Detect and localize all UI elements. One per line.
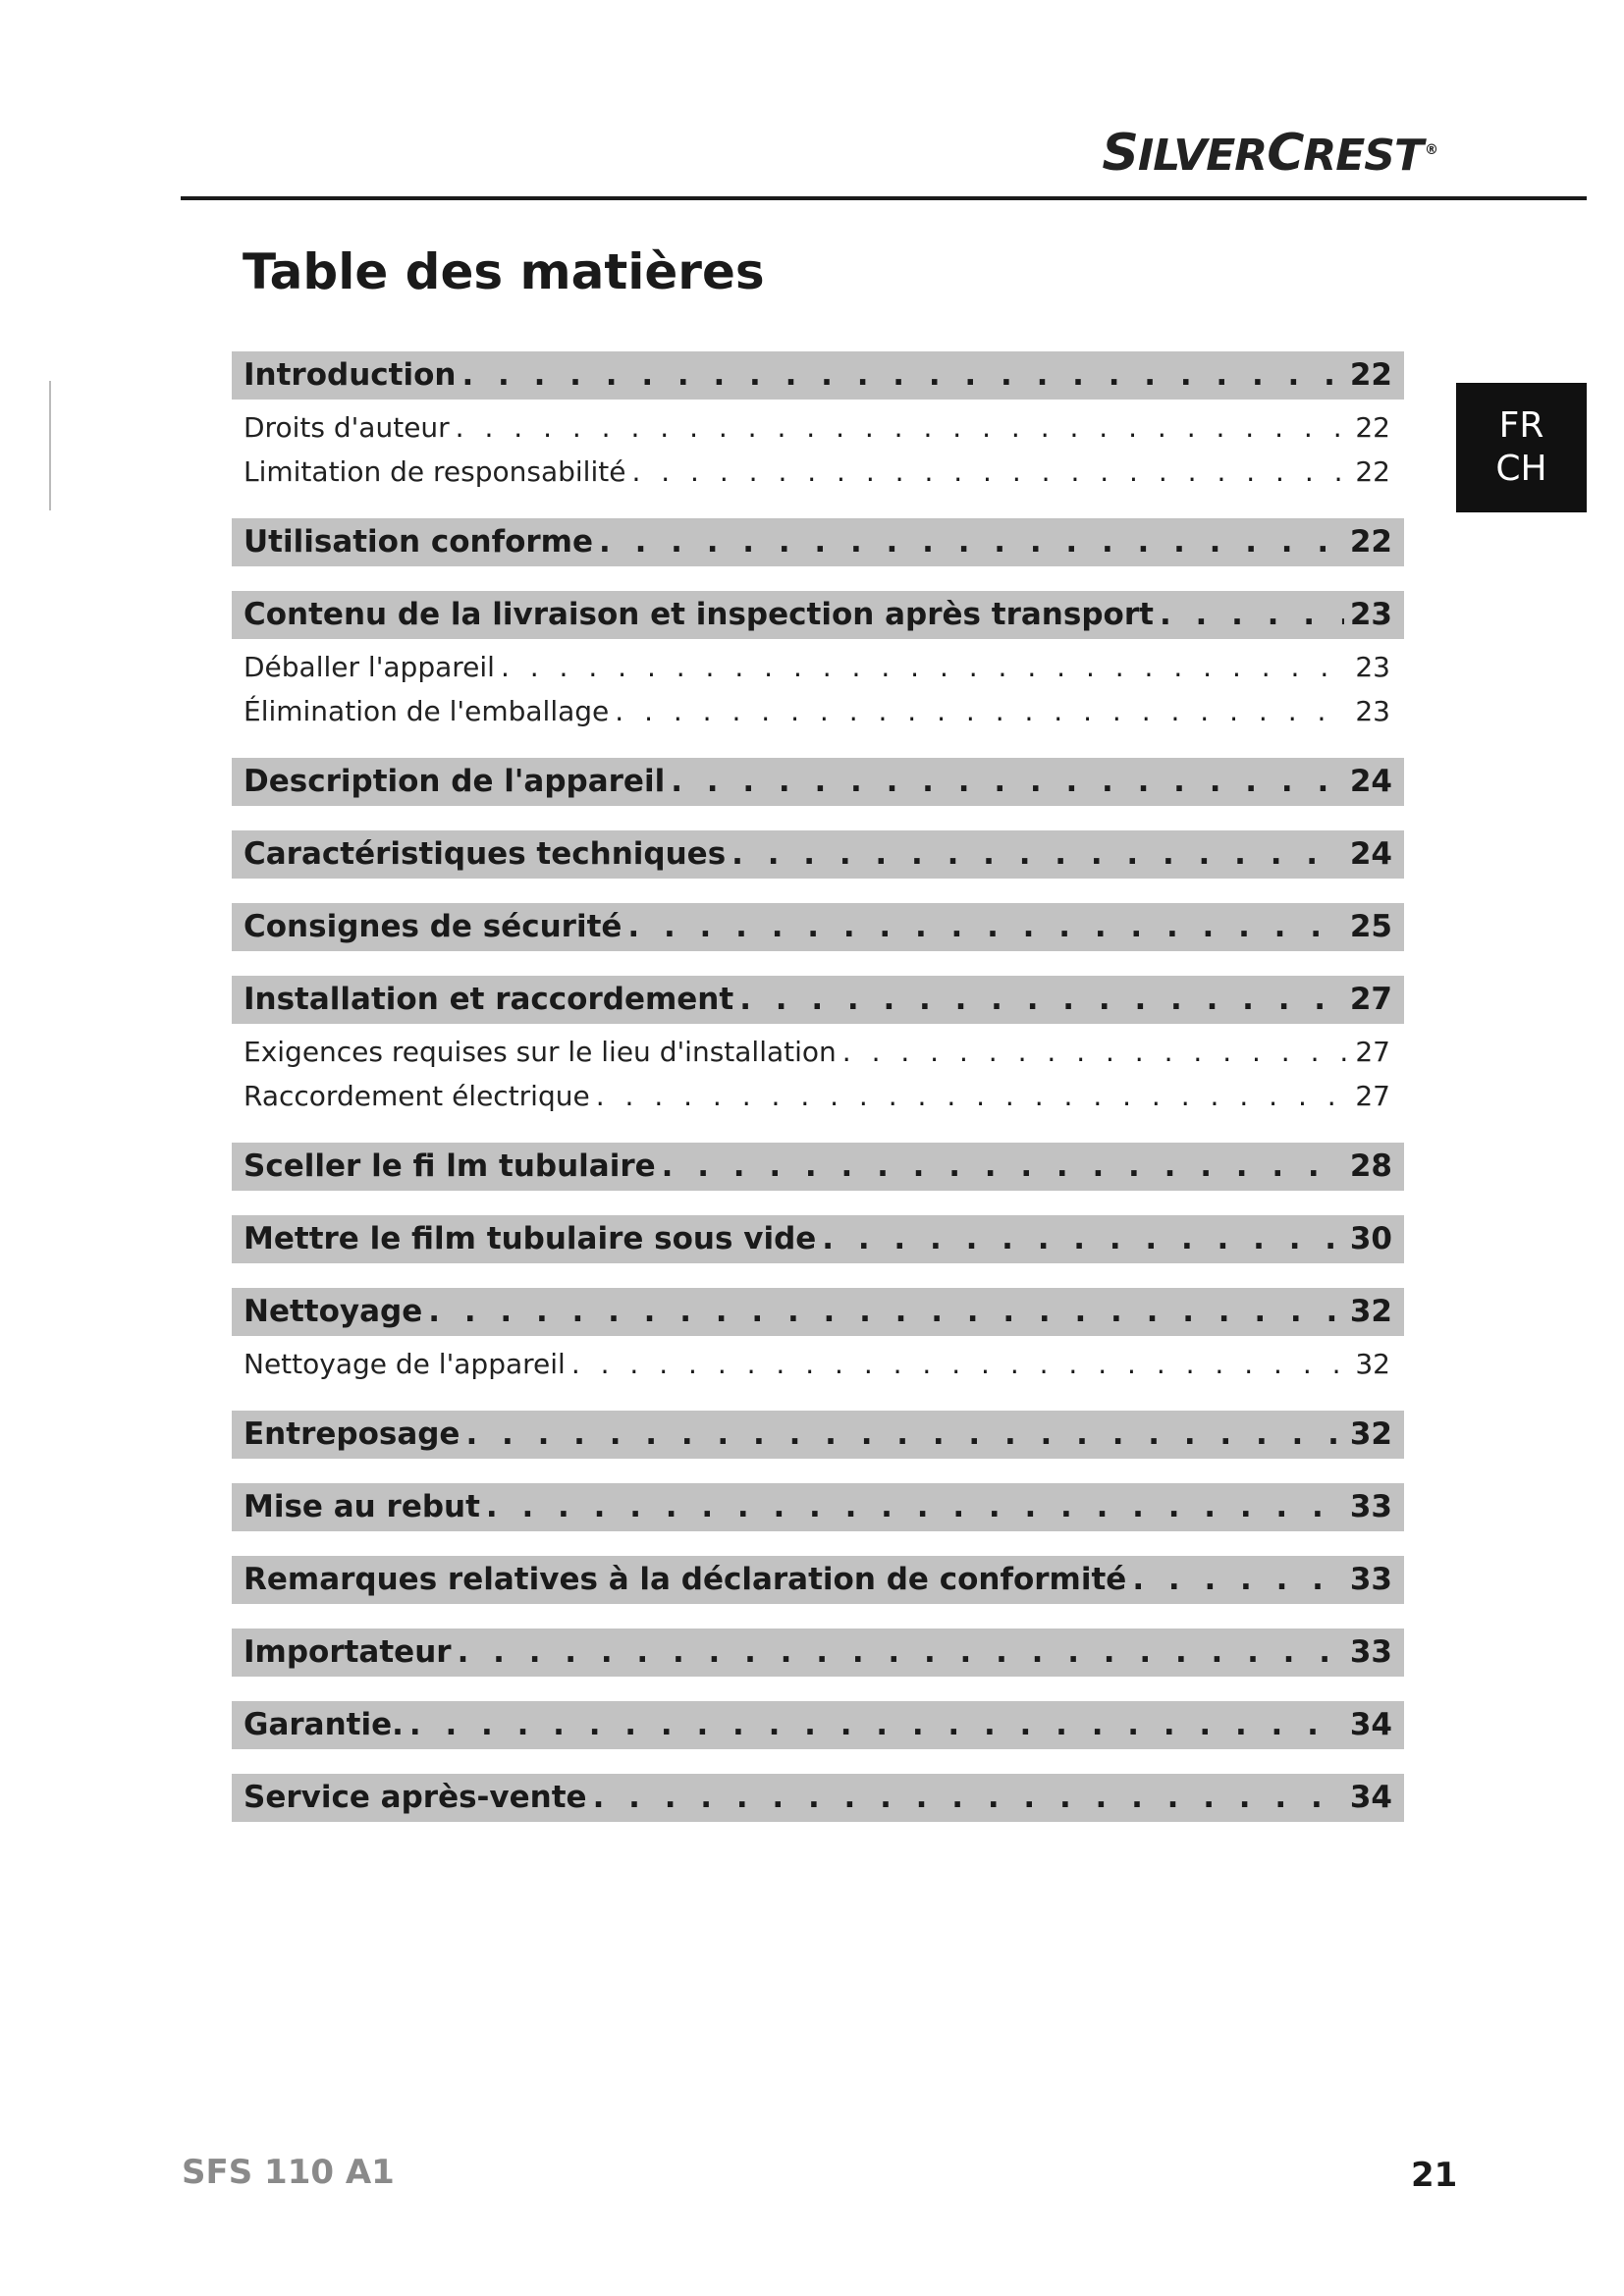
toc-section-page: 30 <box>1349 1221 1392 1256</box>
toc-leader-dots <box>571 1342 1350 1386</box>
toc-section-entry[interactable] <box>232 1483 1404 1531</box>
toc-section-page: 32 <box>1349 1294 1392 1329</box>
toc-section-entry[interactable] <box>232 903 1404 951</box>
toc-subsection-entry[interactable] <box>232 1074 1404 1118</box>
toc-section-entry[interactable] <box>232 1143 1404 1191</box>
toc-subsection-entry[interactable] <box>232 645 1404 689</box>
page-title: Table des matières <box>243 243 765 300</box>
toc-leader-dots <box>596 1074 1350 1118</box>
toc-section-entry[interactable] <box>232 1215 1404 1263</box>
toc-subsection-page: 22 <box>1355 455 1390 488</box>
toc-leader-dots <box>458 1629 1344 1677</box>
toc-leader-dots <box>501 645 1349 689</box>
toc-section-page: 23 <box>1349 597 1392 632</box>
brand-logo-c: C <box>1267 124 1304 183</box>
toc-section-page: 25 <box>1349 909 1392 944</box>
toc-section-page: 33 <box>1349 1634 1392 1670</box>
toc-leader-dots <box>428 1288 1344 1336</box>
toc-subsection-title: Nettoyage de l'appareil <box>244 1348 566 1380</box>
toc-subsection-page: 23 <box>1355 695 1390 727</box>
registered-mark: ® <box>1425 142 1437 159</box>
toc-section-entry[interactable] <box>232 976 1404 1024</box>
toc-section-title: Sceller le fi lm tubulaire <box>244 1148 656 1184</box>
toc-section-page: 27 <box>1349 982 1392 1017</box>
toc-leader-dots <box>456 405 1350 450</box>
toc-section-entry[interactable] <box>232 830 1404 879</box>
toc-leader-dots <box>731 830 1344 879</box>
toc-section-title: Introduction <box>244 357 457 393</box>
toc-leader-dots <box>409 1701 1344 1749</box>
toc-section-title: Caractéristiques techniques <box>244 836 727 872</box>
toc-subsection-title: Droits d'auteur <box>244 411 450 444</box>
toc-subsection-title: Élimination de l'emballage <box>244 695 610 727</box>
toc-section-page: 24 <box>1349 764 1392 799</box>
toc-section-title: Nettoyage <box>244 1294 423 1329</box>
toc-section-page: 24 <box>1349 836 1392 872</box>
toc-subsection-page: 22 <box>1355 411 1390 444</box>
footer-page-number: 21 <box>1411 2156 1458 2195</box>
toc-leader-dots <box>631 450 1349 494</box>
language-tab-ch: CH <box>1495 449 1547 489</box>
toc-leader-dots <box>593 1774 1344 1822</box>
toc-section-title: Importateur <box>244 1634 452 1670</box>
toc-subsection-entry[interactable] <box>232 450 1404 494</box>
toc-leader-dots <box>1160 591 1344 639</box>
toc-section-entry[interactable] <box>232 1556 1404 1604</box>
toc-leader-dots <box>842 1030 1350 1074</box>
toc-section-title: Mise au rebut <box>244 1489 480 1524</box>
toc-subsection-entry[interactable] <box>232 689 1404 733</box>
toc-section-entry[interactable] <box>232 591 1404 639</box>
toc-section-page: 33 <box>1349 1562 1392 1597</box>
toc-subsection-title: Limitation de responsabilité <box>244 455 626 488</box>
toc-leader-dots <box>486 1483 1344 1531</box>
margin-mark <box>49 381 51 510</box>
toc-section-page: 32 <box>1349 1416 1392 1452</box>
toc-subsection-title: Déballer l'appareil <box>244 651 495 683</box>
brand-logo-rest: REST <box>1303 131 1423 181</box>
toc-section-page: 22 <box>1349 524 1392 560</box>
toc-section-title: Contenu de la livraison et inspection après transport <box>244 597 1154 632</box>
toc-section-entry[interactable] <box>232 351 1404 400</box>
toc-section-title: Service après-vente <box>244 1780 587 1815</box>
toc-section-title: Installation et raccordement <box>244 982 734 1017</box>
toc-leader-dots <box>822 1215 1344 1263</box>
toc-section-title: Utilisation conforme <box>244 524 593 560</box>
table-of-contents <box>232 351 1404 1822</box>
footer-model-number: SFS 110 A1 <box>182 2153 395 2192</box>
toc-leader-dots <box>627 903 1343 951</box>
toc-section-entry[interactable] <box>232 518 1404 566</box>
toc-section-page: 22 <box>1349 357 1392 393</box>
toc-leader-dots <box>465 1411 1343 1459</box>
toc-subsection-entry[interactable] <box>232 1342 1404 1386</box>
toc-section-entry[interactable] <box>232 1701 1404 1749</box>
toc-subsection-page: 23 <box>1355 651 1390 683</box>
toc-section-title: Consignes de sécurité <box>244 909 623 944</box>
toc-section-page: 34 <box>1349 1780 1392 1815</box>
brand-logo-s: S <box>1102 124 1138 183</box>
toc-subsection-title: Raccordement électrique <box>244 1080 590 1112</box>
toc-section-page: 34 <box>1349 1707 1392 1742</box>
toc-section-entry[interactable] <box>232 758 1404 806</box>
toc-subsection-page: 32 <box>1355 1348 1390 1380</box>
toc-section-title: Entreposage <box>244 1416 460 1452</box>
toc-section-title: Mettre le film tubulaire sous vide <box>244 1221 817 1256</box>
toc-leader-dots <box>461 351 1343 400</box>
language-tab-fr: FR <box>1498 405 1544 446</box>
brand-logo <box>1102 124 1437 183</box>
toc-subsection-page: 27 <box>1355 1036 1390 1068</box>
toc-leader-dots <box>739 976 1344 1024</box>
toc-subsection-entry[interactable] <box>232 405 1404 450</box>
toc-subsection-page: 27 <box>1355 1080 1390 1112</box>
toc-leader-dots <box>662 1143 1344 1191</box>
toc-leader-dots <box>599 518 1344 566</box>
toc-leader-dots <box>671 758 1344 806</box>
toc-subsection-entry[interactable] <box>232 1030 1404 1074</box>
toc-section-entry[interactable] <box>232 1774 1404 1822</box>
brand-logo-ilver: ILVER <box>1137 131 1268 181</box>
toc-section-entry[interactable] <box>232 1411 1404 1459</box>
toc-section-title: Description de l'appareil <box>244 764 666 799</box>
toc-subsection-title: Exigences requises sur le lieu d'installation <box>244 1036 837 1068</box>
header-divider <box>181 196 1587 200</box>
toc-section-title: Garantie. <box>244 1707 404 1742</box>
toc-section-page: 33 <box>1349 1489 1392 1524</box>
toc-leader-dots <box>1132 1556 1344 1604</box>
toc-leader-dots <box>615 689 1349 733</box>
toc-section-entry[interactable] <box>232 1629 1404 1677</box>
toc-section-title: Remarques relatives à la déclaration de conformité <box>244 1562 1127 1597</box>
toc-section-page: 28 <box>1349 1148 1392 1184</box>
toc-section-entry[interactable] <box>232 1288 1404 1336</box>
language-tab <box>1456 383 1587 512</box>
